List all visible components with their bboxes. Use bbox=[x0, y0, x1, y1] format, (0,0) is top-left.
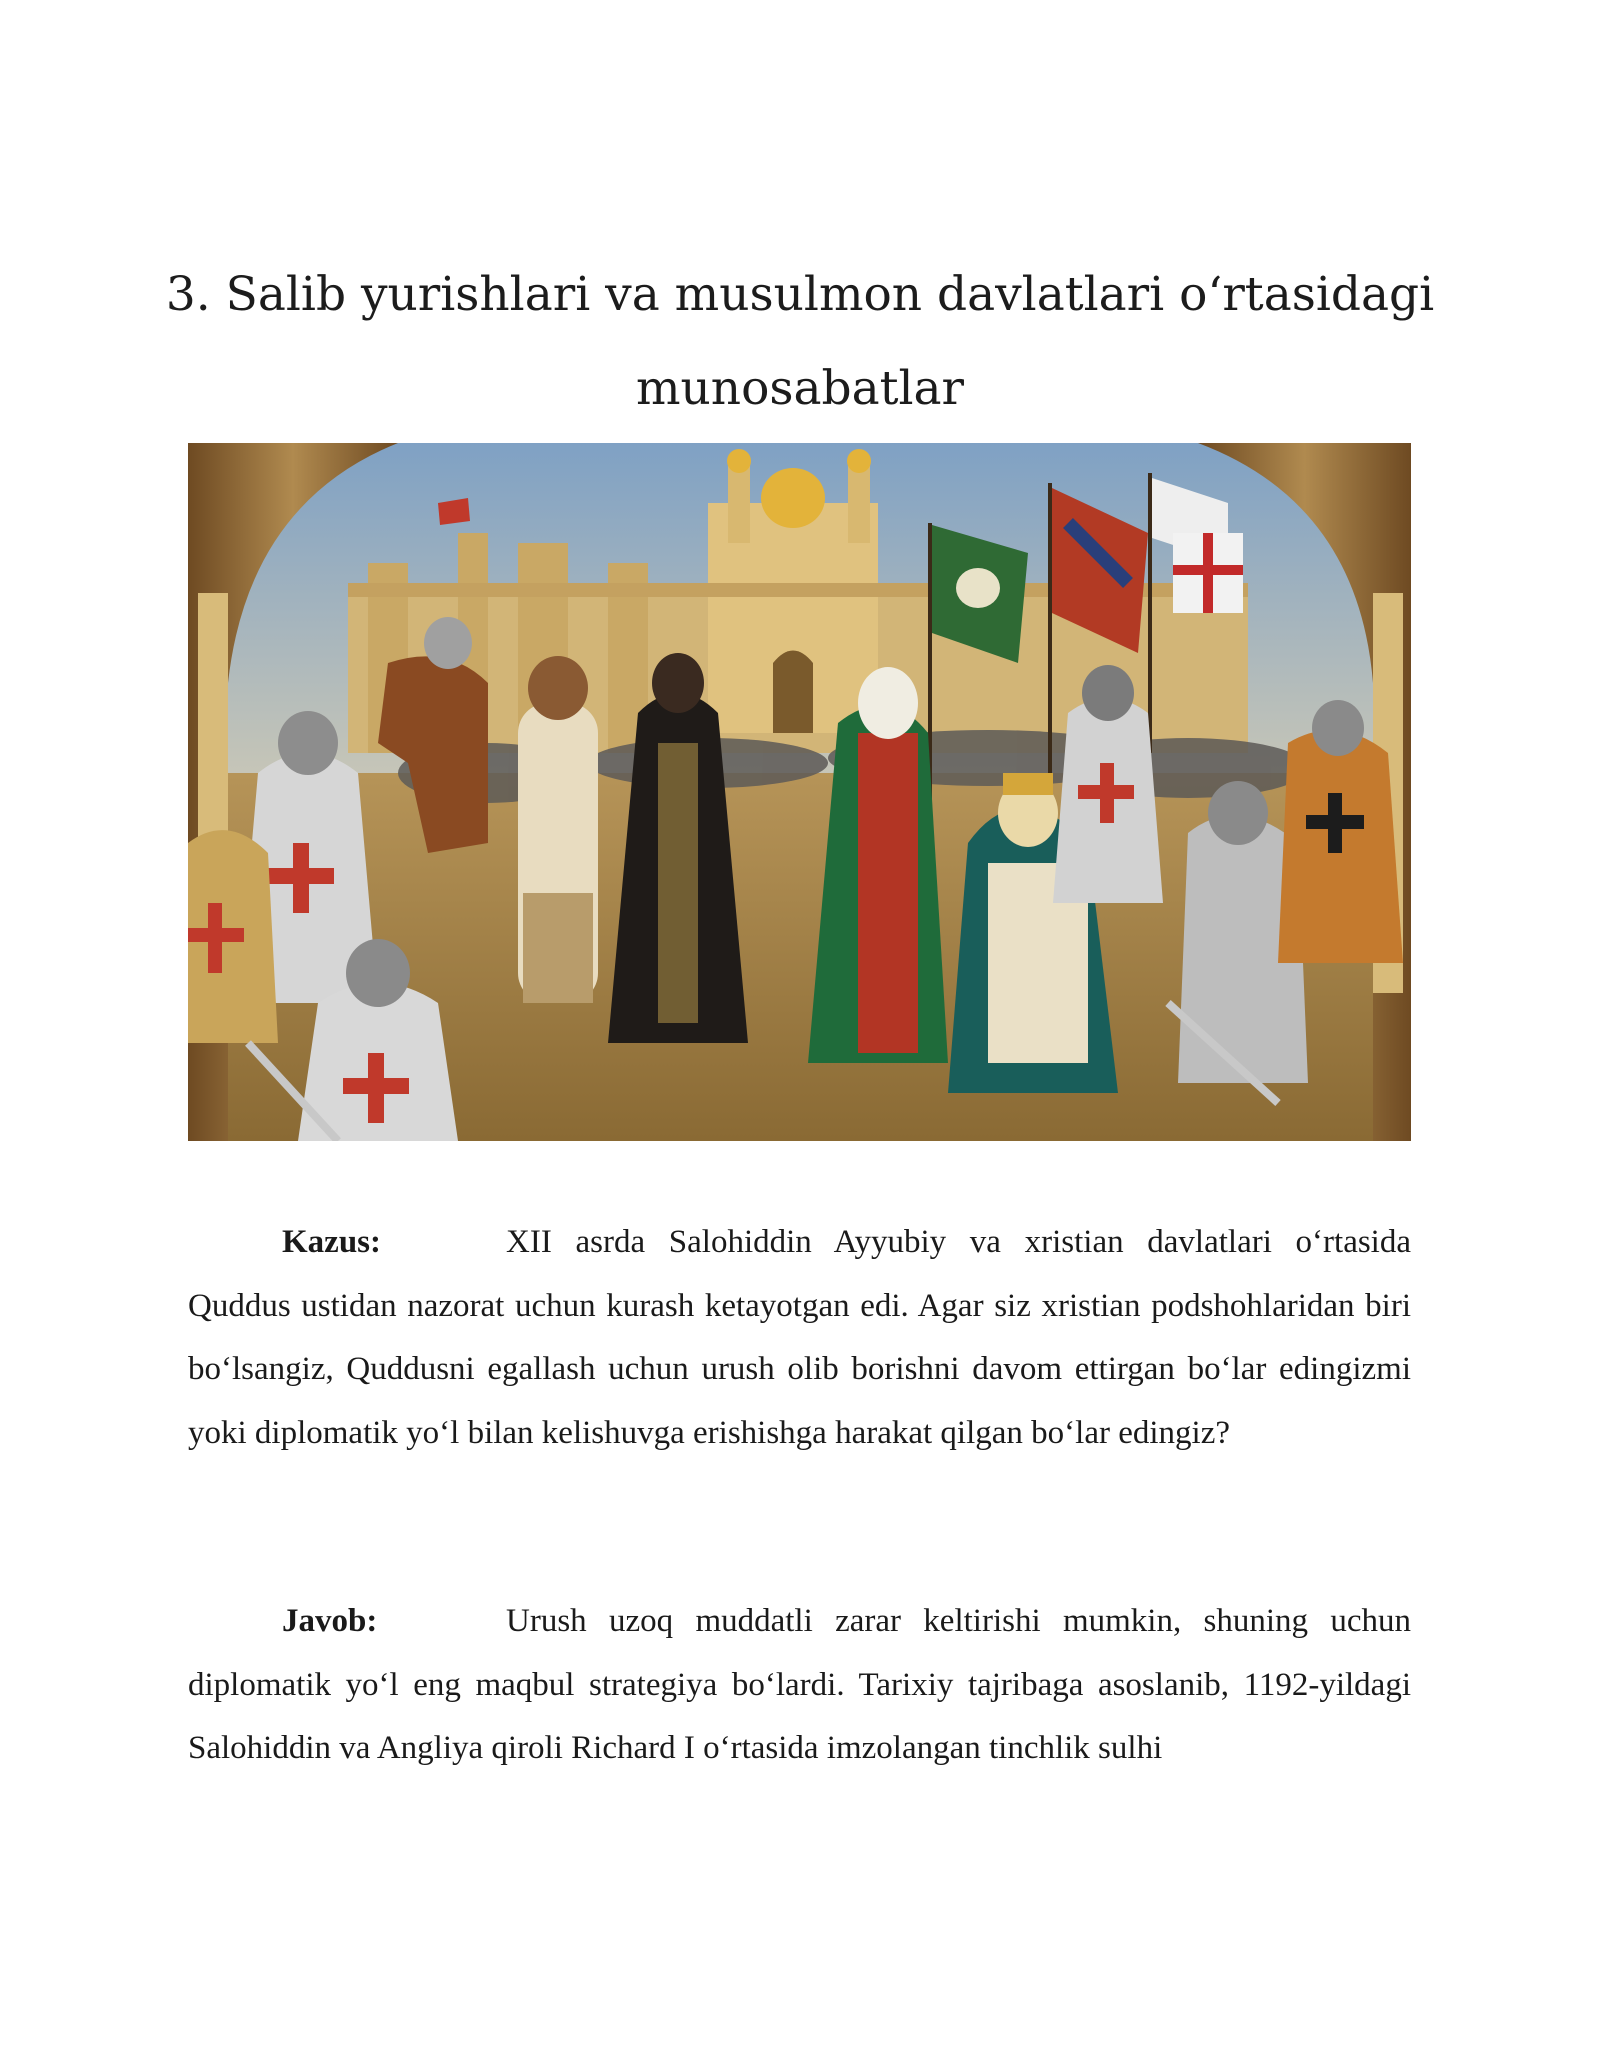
kazus-label: Kazus: bbox=[282, 1224, 381, 1260]
javob-label: Javob: bbox=[282, 1603, 378, 1639]
javob-paragraph bbox=[188, 1590, 1411, 1781]
javob-text: Urush uzoq muddatli zarar keltirishi mumkin, shuning uchun diplomatik yo‘l eng maqbul strategiya bo‘lardi. Tarixiy tajribaga asoslanib, 1192-yildagi Salohiddin va Angliya qiroli Richard I o‘rtasida imzolangan tinchlik sulhi bbox=[188, 1603, 1411, 1766]
page-title: 3. Salib yurishlari va musulmon davlatlari o‘rtasidagi munosabatlar bbox=[165, 267, 1435, 416]
crusades-painting-image bbox=[188, 443, 1411, 1141]
kazus-text: XII asrda Salohiddin Ayyubiy va xristian davlatlari o‘rtasida Quddus ustidan nazorat uchun kurash ketayotgan edi. Agar siz xristian podshohlaridan biri bo‘lsangiz, Quddusni egallash uchun urush olib borishni davom ettirgan bo‘lar edingizmi yoki diplomatik yo‘l bilan kelishuvga erishishga harakat qilgan bo‘lar edingiz? bbox=[188, 1224, 1411, 1451]
kazus-paragraph bbox=[188, 1211, 1411, 1465]
